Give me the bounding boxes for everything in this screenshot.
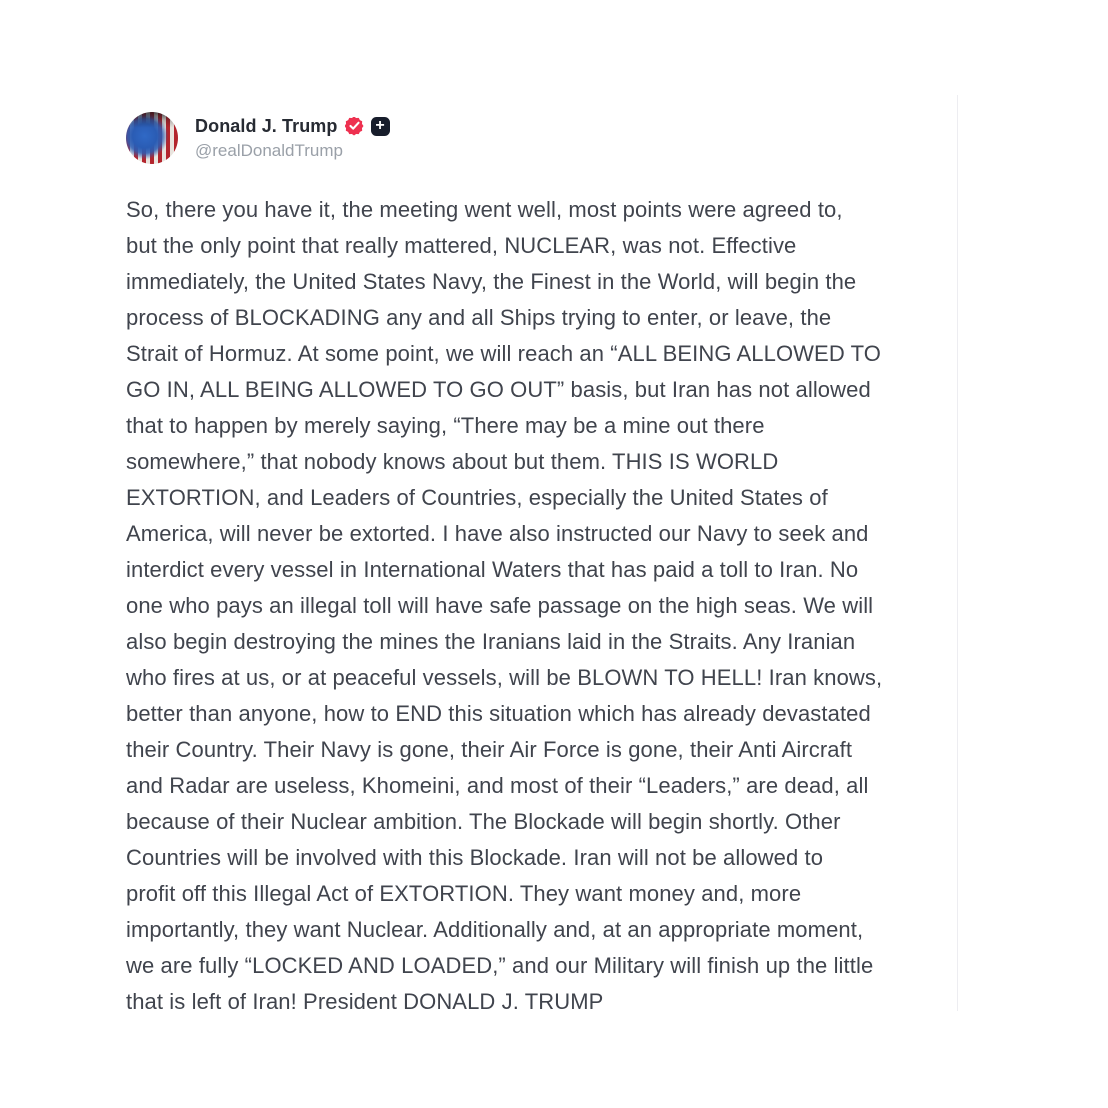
post-text-line: but the only point that really mattered, NUCLEAR, was not. Effective (126, 233, 797, 258)
post-card (126, 112, 938, 1020)
author-info (195, 116, 390, 161)
post-text-line: that is left of Iran! President DONALD J. TRUMP (126, 989, 604, 1014)
post-text-line: profit off this Illegal Act of EXTORTION. They want money and, more (126, 881, 802, 906)
post-header (126, 112, 938, 164)
post-text-line: that to happen by merely saying, “There may be a mine out there (126, 413, 765, 438)
post-text-line: interdict every vessel in International Waters that has paid a toll to Iran. No (126, 557, 859, 582)
post-text-line: EXTORTION, and Leaders of Countries, especially the United States of (126, 485, 828, 510)
post-text-line: one who pays an illegal toll will have safe passage on the high seas. We will (126, 593, 874, 618)
post-text-line: immediately, the United States Navy, the Finest in the World, will begin the (126, 269, 857, 294)
post-text-line: importantly, they want Nuclear. Additionally and, at an appropriate moment, (126, 917, 864, 942)
post-text-line: because of their Nuclear ambition. The Blockade will begin shortly. Other (126, 809, 841, 834)
post-text-line: Countries will be involved with this Blockade. Iran will not be allowed to (126, 845, 824, 870)
author-display-name[interactable]: Donald J. Trump (195, 115, 338, 136)
post-text-line: and Radar are useless, Khomeini, and most of their “Leaders,” are dead, all (126, 773, 869, 798)
post-body (126, 192, 938, 1020)
column-divider (957, 95, 958, 1011)
author-name-row (195, 116, 390, 137)
post-text-line: their Country. Their Navy is gone, their Air Force is gone, their Anti Aircraft (126, 737, 853, 762)
verified-check-icon (345, 117, 364, 136)
post-text-line: So, there you have it, the meeting went well, most points were agreed to, (126, 197, 843, 222)
post-text-line: process of BLOCKADING any and all Ships trying to enter, or leave, the (126, 305, 832, 330)
post-text-line: GO IN, ALL BEING ALLOWED TO GO OUT” basis, but Iran has not allowed (126, 377, 871, 402)
author-handle[interactable]: @realDonaldTrump (195, 140, 343, 160)
post-text-line: better than anyone, how to END this situation which has already devastated (126, 701, 871, 726)
post-text-line: America, will never be extorted. I have also instructed our Navy to seek and (126, 521, 869, 546)
plus-icon: + (371, 117, 390, 136)
post-text-line: Strait of Hormuz. At some point, we will reach an “ALL BEING ALLOWED TO (126, 341, 881, 366)
post-text-line: who fires at us, or at peaceful vessels, will be BLOWN TO HELL! Iran knows, (126, 665, 883, 690)
post-text-line: also begin destroying the mines the Iranians laid in the Straits. Any Iranian (126, 629, 856, 654)
avatar[interactable] (126, 112, 178, 164)
post-text-line: we are fully “LOCKED AND LOADED,” and our Military will finish up the little (126, 953, 874, 978)
post-text-line: somewhere,” that nobody knows about but them. THIS IS WORLD (126, 449, 779, 474)
